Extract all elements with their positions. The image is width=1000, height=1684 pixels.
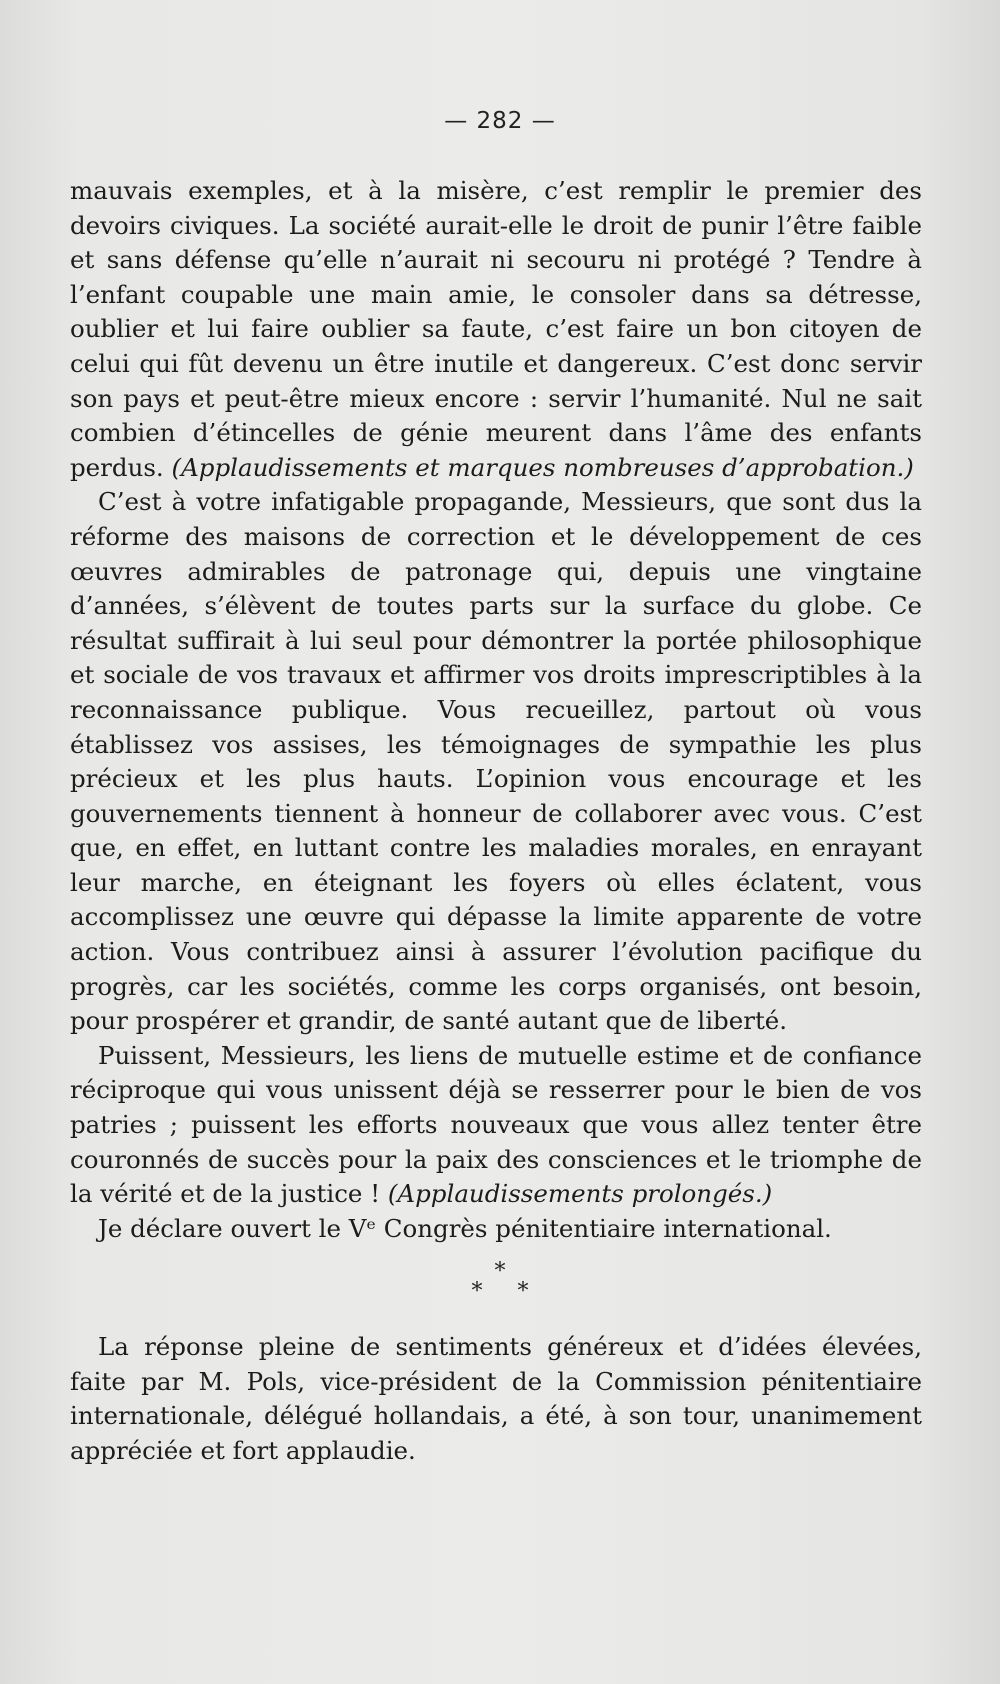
paragraph-2-text: C’est à votre infatigable propagande, Messieurs, que sont dus la réforme des maisons de correction et le développement de ces œuvres admirables de patronage qui, depuis une vingtaine d’années, s’élèvent de toutes parts sur la surface du globe. Ce résultat suffirait à lui seul pour démontrer la portée philosophique et sociale de vos travaux et affirmer vos droits imprescriptibles à la reconnaissance publique. Vous recueillez, partout où vous établissez vos assises, les témoignages de sympathie les plus précieux et les plus hauts. L’opinion vous encourage et les gouvernements tiennent à honneur de collaborer avec vous. C’est que, en effet, en luttant contre les maladies morales, en enrayant leur marche, en éteignant les foyers où elles éclatent, vous accomplissez une œuvre qui dépasse la limite apparente de votre action. Vous contribuez ainsi à assurer l’évolution pacifique du progrès, car les sociétés, comme les corps organisés, ont besoin, pour prospérer et grandir, de santé autant que de liberté.: [70, 487, 922, 1036]
paragraph-1-text: mauvais exemples, et à la misère, c’est remplir le premier des devoirs civiques. La société aurait-elle le droit de punir l’être faible et sans défense qu’elle n’aurait ni secouru ni protégé ? Tendre à l’enfant coupable une main amie, le consoler dans sa détresse, oublier et lui faire oublier sa faute, c’est faire un bon citoyen de celui qui fût devenu un être inutile et dangereux. C’est donc servir son pays et peut-être mieux encore : servir l’humanité. Nul ne sait combien d’étincelles de génie meurent dans l’âme des enfants perdus.: [70, 176, 922, 482]
paragraph-3: [70, 1039, 922, 1212]
asterism-separator: [0, 1259, 1000, 1304]
paragraph-4-text: Je déclare ouvert le Vᵉ Congrès pénitentiaire international.: [98, 1213, 832, 1243]
paragraph-3-text: Puissent, Messieurs, les liens de mutuelle estime et de confiance réciproque qui vous unissent déjà se resserrer pour le bien de vos patries ; puissent les efforts nouveaux que vous allez tenter être couronnés de succès pour la paix des consciences et le triomphe de la vérité et de la justice !: [70, 1040, 922, 1209]
paragraph-4: [70, 1212, 922, 1247]
closing-text: [70, 1330, 922, 1468]
closing-paragraph: La réponse pleine de sentiments généreux et d’idées élevées, faite par M. Pols, vice-président de la Commission pénitentiaire internationale, délégué hollandais, a été, à son tour, unanimement appréciée et fort applaudie.: [70, 1332, 922, 1465]
paragraph-1-applause: (Applaudissements et marques nombreuses d’approbation.): [171, 452, 914, 482]
asterism-bottom: * *: [471, 1279, 543, 1304]
paragraph-2: [70, 485, 922, 1039]
main-text: [70, 174, 922, 1246]
asterism-top: *: [494, 1259, 506, 1284]
paragraph-3-applause: (Applaudissements prolongés.): [387, 1179, 773, 1209]
page-number: — 282 —: [444, 108, 556, 134]
paragraph-1: [70, 174, 922, 485]
